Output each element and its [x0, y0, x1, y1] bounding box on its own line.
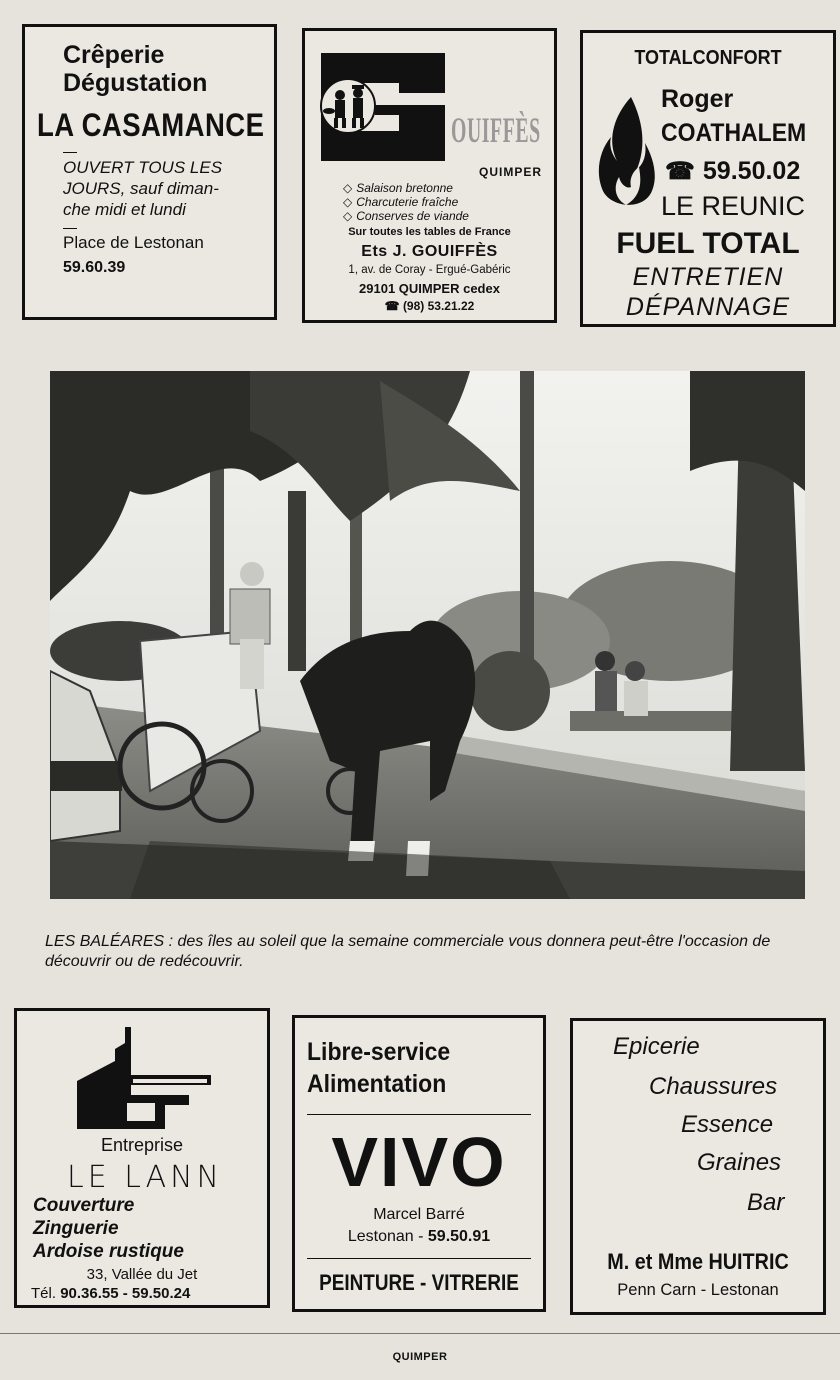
ad-gouiffes-phone: (98) 53.21.22 [402, 299, 475, 313]
ad-creperie-line1: Crêperie [63, 41, 165, 69]
ad-creperie-hours-3: che midi et lundi [63, 200, 186, 219]
ad-vivo [292, 1015, 546, 1312]
list-item [343, 209, 469, 223]
ad-totalconfort-service-2: DÉPANNAGE [625, 293, 791, 321]
ad-gouiffes-item: Salaison bretonne [356, 181, 453, 195]
ad-huitric-service-2: Chaussures [649, 1073, 778, 1100]
ad-huitric-service-3: Essence [681, 1111, 774, 1138]
diamond-bullet-icon: ◇ [343, 181, 353, 195]
ad-vivo-bottom: PEINTURE - VITRERIE [319, 1270, 519, 1295]
ad-vivo-town: Lestonan - [347, 1228, 424, 1245]
ad-totalconfort-service-1: ENTRETIEN [632, 263, 784, 291]
divider [63, 228, 77, 229]
ad-huitric-owner: M. et Mme HUITRIC [607, 1249, 789, 1274]
divider [307, 1114, 531, 1115]
ad-totalconfort-town: LE REUNIC [661, 191, 806, 221]
ad-creperie-phone: 59.60.39 [63, 259, 126, 276]
ad-le-lann-phone-line [31, 1285, 190, 1302]
ad-gouiffes-tagline: Sur toutes les tables de France [348, 226, 511, 238]
ad-creperie-hours-2: JOURS, sauf diman- [63, 179, 219, 198]
chef-logo-icon [315, 49, 451, 165]
telephone-icon: ☎ [384, 299, 403, 313]
ad-le-lann-service-3: Ardoise rustique [33, 1241, 184, 1262]
ad-gouiffes-city: QUIMPER [478, 165, 542, 179]
divider [63, 152, 77, 153]
ad-gouiffes-address: 1, av. de Coray - Ergué-Gabéric [348, 264, 511, 276]
ad-vivo-contact [295, 1228, 543, 1246]
ad-creperie [22, 24, 277, 320]
caption-lead: LES BALÉARES : [45, 933, 174, 950]
ad-vivo-brand: VIVO [331, 1123, 507, 1201]
flame-icon [593, 95, 659, 215]
ad-creperie-place: Place de Lestonan [63, 233, 204, 252]
photo-horse-carriage [50, 371, 805, 899]
ad-huitric-service-4: Graines [697, 1149, 782, 1176]
ad-vivo-heading [307, 1036, 450, 1100]
ad-le-lann-service-2: Zinguerie [33, 1218, 119, 1239]
ad-gouiffes-postcode: 29101 QUIMPER cedex [359, 281, 500, 296]
ad-gouiffes-item: Charcuterie fraîche [356, 195, 459, 209]
footer-divider [0, 1333, 840, 1334]
roof-logo-icon [75, 1025, 211, 1129]
ad-le-lann [14, 1008, 270, 1308]
ad-creperie-hours-1: OUVERT TOUS LES [63, 158, 223, 177]
ad-vivo-phone: 59.50.91 [427, 1228, 491, 1245]
ad-huitric-service-1: Epicerie [613, 1033, 700, 1060]
ad-le-lann-tel-label: Tél. [31, 1285, 57, 1302]
ad-totalconfort [580, 30, 836, 327]
page-footer: QUIMPER [392, 1351, 448, 1363]
ad-vivo-line1: Libre-service [307, 1038, 451, 1066]
ad-gouiffes-item: Conserves de viande [356, 209, 469, 223]
svg-text:LE LANN: LE LANN [66, 1161, 224, 1191]
ad-le-lann-label: Entreprise [100, 1135, 184, 1155]
caption-text: des îles au soleil que la semaine commerciale vous donnera peut-être l'occasion de découvrir ou de redécouvrir. [45, 933, 771, 970]
ad-gouiffes-items [343, 181, 469, 223]
ad-le-lann-logo-name [29, 1161, 261, 1191]
ad-huitric-location: Penn Carn - Lestonan [617, 1281, 779, 1299]
ad-totalconfort-last-name: COATHALEM [661, 119, 807, 147]
ad-creperie-name: LA CASAMANCE [37, 107, 265, 143]
ad-huitric [570, 1018, 826, 1315]
ad-totalconfort-first-name: Roger [661, 85, 734, 113]
ad-totalconfort-fuel-1: FUEL [616, 227, 695, 260]
ad-vivo-line2: Alimentation [307, 1070, 447, 1098]
ad-gouiffes-company: Ets J. GOUIFFÈS [361, 243, 498, 260]
ad-gouiffes-logo-text: OUIFFÈS [451, 110, 541, 150]
ad-gouiffes-phone-line [305, 299, 554, 313]
ad-gouiffes [302, 28, 557, 323]
ad-le-lann-service-1: Couverture [33, 1195, 135, 1216]
divider [307, 1258, 531, 1259]
ad-totalconfort-phone-line [665, 157, 800, 186]
ad-totalconfort-phone: 59.50.02 [702, 157, 801, 185]
ad-totalconfort-fuel-2: TOTAL [702, 227, 800, 260]
list-item [343, 195, 469, 209]
ad-creperie-line2: Dégustation [63, 69, 208, 97]
telephone-icon: ☎ [665, 158, 695, 185]
diamond-bullet-icon: ◇ [343, 209, 353, 223]
ad-huitric-service-5: Bar [747, 1189, 785, 1216]
ad-le-lann-address: 33, Vallée du Jet [86, 1266, 198, 1283]
ad-totalconfort-title: TOTALCONFORT [634, 47, 782, 69]
list-item [343, 181, 469, 195]
ad-vivo-owner: Marcel Barré [373, 1206, 465, 1223]
diamond-bullet-icon: ◇ [343, 195, 353, 209]
photo-caption [45, 932, 835, 972]
ad-le-lann-phones: 90.36.55 - 59.50.24 [60, 1285, 191, 1302]
ad-totalconfort-fuel [583, 227, 833, 261]
